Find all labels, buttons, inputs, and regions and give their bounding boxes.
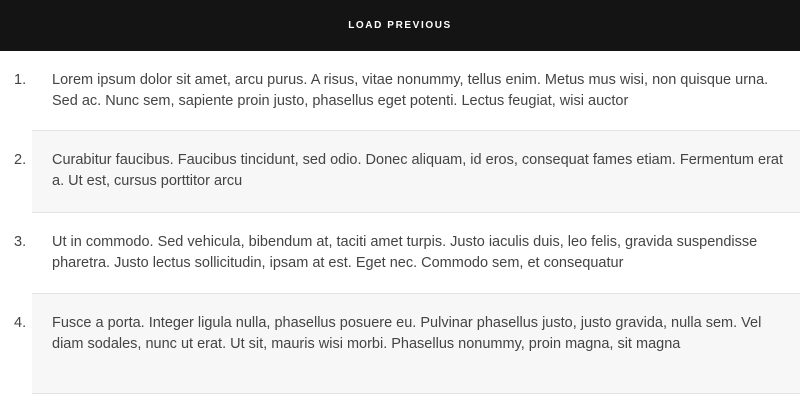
list-item[interactable]: [14, 213, 800, 294]
list-item-number: 3.: [14, 234, 27, 250]
item-list: [0, 51, 800, 394]
list-item-text: Curabitur faucibus. Faucibus tincidunt, sed odio. Donec aliquam, id eros, consequat fames etiam. Fermentum erat a. Ut est, cursus porttitor arcu: [52, 152, 784, 189]
list-item[interactable]: [14, 131, 800, 213]
list-item[interactable]: [14, 294, 800, 394]
list-item-number: 4.: [14, 315, 27, 331]
list-item-number: 1.: [14, 72, 27, 88]
list-item[interactable]: [14, 51, 800, 131]
load-previous-label: LOAD PREVIOUS: [348, 20, 452, 31]
list-item-text: Ut in commodo. Sed vehicula, bibendum at, taciti amet turpis. Justo iaculis duis, leo felis, gravida suspendisse pharetra. Justo lectus sollicitudin, ipsam at est. Eget nec. Commodo sem, et consequatur: [52, 234, 758, 271]
list-item-number: 2.: [14, 152, 27, 168]
list-item-text: Lorem ipsum dolor sit amet, arcu purus. A risus, vitae nonummy, tellus enim. Metus mus wisi, non quisque urna. Sed ac. Nunc sem, sapiente proin justo, phasellus eget potenti. Lectus feugiat, wisi auctor: [52, 72, 769, 109]
list-item-text: Fusce a porta. Integer ligula nulla, phasellus posuere eu. Pulvinar phasellus justo, justo gravida, nulla sem. Vel diam sodales, nunc ut erat. Ut sit, mauris wisi morbi. Phasellus nonummy, proin magna, sit magna: [52, 315, 762, 352]
load-previous-button[interactable]: [0, 0, 800, 51]
